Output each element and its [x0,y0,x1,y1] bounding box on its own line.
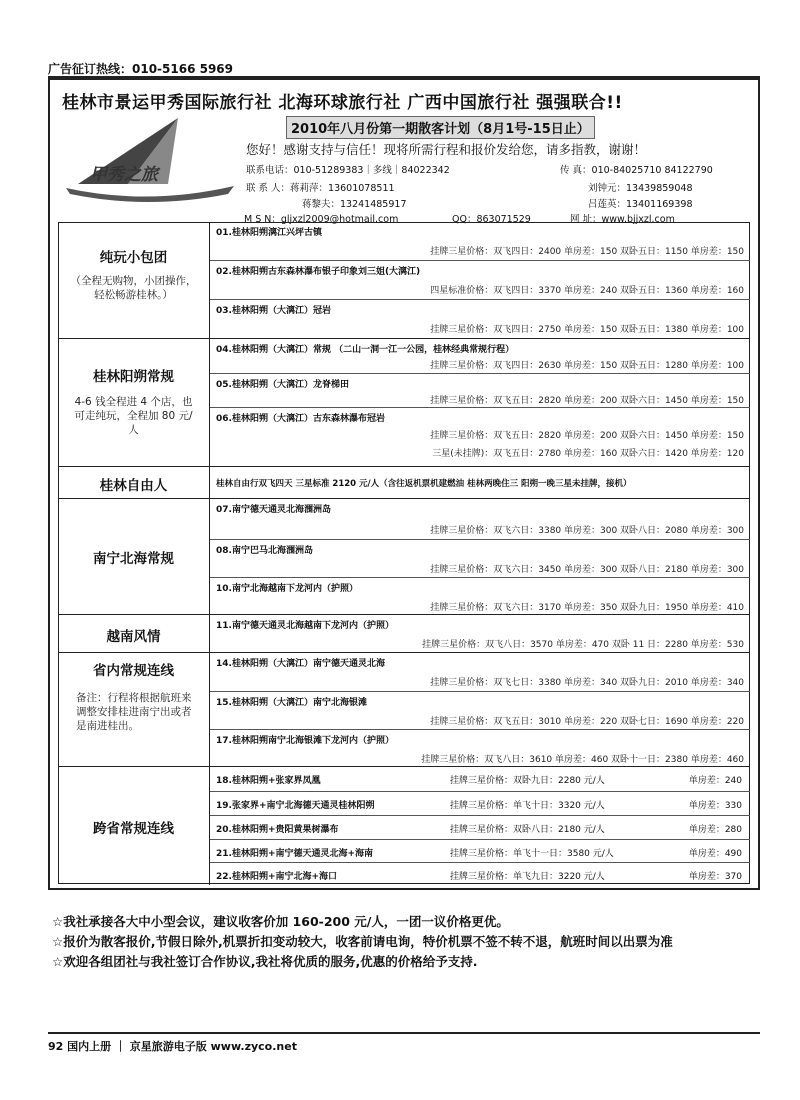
group-cross-province [58,766,750,884]
category-note: 4-6 钱全程进 4 个店，也可走纯玩，全程加 80 元/人 [74,396,193,436]
category-cell [58,222,210,338]
route-row [210,407,750,467]
contact-msn: M S N：gljxzl2009@hotmail.com [244,214,399,225]
category-name: 南宁北海常规 [93,551,174,567]
route-single-supplement: 单房差：490 [688,849,742,859]
route-price: 挂牌三星价格：单飞十一日：3580 元/人 [450,849,614,859]
route-row [210,299,750,338]
route-price: 挂牌三星价格：双飞四日：2400 单房差：150 双卧五日：1150 单房差：150 [430,247,744,257]
route-row [210,729,750,767]
category-name: 省内常规连线 [93,663,174,679]
footer-rule [48,1032,760,1034]
route-title: 05.桂林阳朔（大漓江）龙脊梯田 [216,380,349,390]
route-title: 17.桂林阳朔南宁北海银滩下龙河内（护照） [216,736,394,746]
route-price: 挂牌三星价格：双飞七日：3380 单房差：340 双卧九日：2010 单房差：340 [430,678,744,688]
route-row [210,615,750,653]
group-free-travel [58,466,750,498]
route-row [210,373,750,407]
route-price: 挂牌三星价格：双飞四日：2750 单房差：150 双卧五日：1380 单房差：100 [430,325,744,335]
logo-text: 甲秀之旅 [90,165,158,185]
group-pure-tour [58,222,750,338]
route-row [210,339,750,373]
page-title: 桂林市景运甲秀国际旅行社 北海环球旅行社 广西中国旅行社 强强联合!! [62,93,623,113]
route-single-supplement: 单房差：280 [688,825,742,835]
route-single-supplement: 单房差：370 [688,872,742,882]
route-price: 挂牌三星价格：双卧九日：2280 元/人 [450,776,605,786]
route-single-supplement: 单房差：330 [688,801,742,811]
group-vietnam [58,614,750,652]
route-price: 挂牌三星价格：双飞五日：3010 单房差：220 双卧七日：1690 单房差：220 [430,717,744,727]
sail-logo [58,114,238,204]
contact-website[interactable]: 网 址：www.bjjxzl.com [570,214,675,225]
ad-hotline: 广告征订热线：010-5166 5969 [48,62,234,76]
note-item: ☆我社承接各大中小型会议，建议收客价加 160-200 元/人，一团一议价格更优。 [52,914,509,929]
category-note: 备注：行程将根据航班来调整安排桂进南宁出或者是南进桂出。 [76,692,192,732]
route-row [210,815,750,839]
route-price: 挂牌三星价格：双飞八日：3570 单房差：470 双卧 11 日：2280 单房差：530 [422,640,744,650]
contact-person-3: 蒋黎夫：13241485917 [302,199,407,210]
route-price: 挂牌三星价格：单飞十日：3320 元/人 [450,801,605,811]
greeting-text: 您好！感谢支持与信任！现将所需行程和报价发给您，请多指教，谢谢！ [246,142,647,157]
page-footer: 92 国内上册 ｜ 京星旅游电子版 www.zyco.net [48,1040,297,1053]
route-price: 挂牌三星价格：双飞八日：3610 单房差：460 双卧十一日：2380 单房差：460 [421,755,744,765]
route-row [210,839,750,862]
route-row [210,862,750,885]
group-provincial [58,652,750,766]
route-row [210,260,750,299]
route-row [210,791,750,815]
route-row [210,767,750,791]
route-title: 01.桂林阳朔漓江兴坪古镇 [216,228,322,238]
route-price: 四星标准价格：双飞四日：3370 单房差：240 双卧五日：1360 单房差：160 [430,286,744,296]
route-price: 挂牌三星价格：双飞四日：2630 单房差：150 双卧五日：1280 单房差：100 [430,361,744,371]
category-name: 跨省常规连线 [93,821,174,837]
notes-section [52,912,764,972]
category-name: 桂林自由人 [99,478,168,494]
route-row [210,499,750,539]
category-name: 桂林阳朔常规 [93,369,174,385]
plan-subtitle: 2010年八月份第一期散客计划（8月1号-15日止） [286,116,595,139]
category-cell [58,653,210,767]
category-cell [58,467,210,499]
group-nanning-beihai [58,498,750,614]
contact-person-4: 吕莲英：13401169398 [588,199,693,210]
category-name: 越南风情 [106,629,161,645]
route-price: 挂牌三星价格：双飞五日：2820 单房差：200 双卧六日：1450 单房差：150 [430,431,744,441]
route-row [210,577,750,615]
route-title: 10.南宁北海越南下龙河内（护照） [216,584,358,594]
contact-fax: 传 真：010-84025710 84122790 [560,165,713,176]
route-title: 08.南宁巴马北海涠洲岛 [216,546,313,556]
category-name: 纯玩小包团 [99,250,168,266]
route-title: 20.桂林阳朔+贵阳黄果树瀑布 [216,825,339,835]
route-price: 挂牌三星价格：双飞六日：3170 单房差：350 双卧九日：1950 单房差：410 [430,603,744,613]
route-row [210,222,750,260]
contact-tel: 联系电话：010-51289383｜多线｜84022342 [246,165,450,176]
route-row [210,691,750,729]
route-row [210,467,750,499]
note-item: ☆欢迎各组团社与我社签订合作协议,我社将优质的服务,优惠的价格给予支持. [52,954,478,969]
route-title: 桂林自由行双飞四天 三星标准 2120 元/人（含往返机票机建燃油 桂林两晚住三 阳朔一晚三星未挂牌，接机） [216,479,632,489]
route-title: 19.张家界+南宁北海德天通灵桂林阳朔 [216,801,375,811]
route-single-supplement: 单房差：240 [688,776,742,786]
category-cell [58,615,210,653]
contact-person-2: 刘钟元：13439859048 [588,183,693,194]
category-note: （全程无购物，小团操作，轻松畅游桂林。） [70,275,197,301]
group-guilin-yangshuo [58,338,750,466]
route-price: 挂牌三星价格：双飞六日：3450 单房差：300 双卧八日：2180 单房差：300 [430,565,744,575]
route-title: 06.桂林阳朔（大漓江）古东森林瀑布冠岩 [216,414,385,424]
route-title: 18.桂林阳朔+张家界凤凰 [216,776,321,786]
contact-person-1: 联 系 人：蒋莉萍：13601078511 [246,183,395,194]
route-title: 11.南宁德天通灵北海越南下龙河内（护照） [216,621,394,631]
route-title: 02.桂林阳朔古东森林瀑布银子印象刘三姐(大漓江) [216,267,421,277]
route-title: 21.桂林阳朔+南宁德天通灵北海+海南 [216,849,374,859]
route-title: 07.南宁德天通灵北海涠洲岛 [216,505,331,515]
route-price: 挂牌三星价格：双飞六日：3380 单房差：300 双卧八日：2080 单房差：300 [430,526,744,536]
category-cell [58,339,210,467]
route-title: 15.桂林阳朔（大漓江）南宁北海银滩 [216,698,367,708]
route-title: 14.桂林阳朔（大漓江）南宁德天通灵北海 [216,659,385,669]
route-row [210,653,750,691]
route-row [210,539,750,577]
category-cell [58,499,210,615]
contact-qq: QQ：863071529 [452,214,531,225]
route-title: 04.桂林阳朔（大漓江）常规 （二山一洞一江一公园，桂林经典常规行程） [216,345,515,355]
category-cell [58,767,210,885]
note-item: ☆报价为散客报价,节假日除外,机票折扣变动较大，收客前请电询，特价机票不签不转不退，航班时间以出票为准 [52,934,673,949]
route-price-alt: 三星(未挂牌)：双飞五日：2780 单房差：160 双卧六日：1420 单房差：120 [432,449,744,459]
route-price: 挂牌三星价格：双飞五日：2820 单房差：200 双卧六日：1450 单房差：150 [430,396,744,406]
route-title: 22.桂林阳朔+南宁北海+海口 [216,872,338,882]
route-price: 挂牌三星价格：双卧八日：2180 元/人 [450,825,605,835]
route-title: 03.桂林阳朔（大漓江）冠岩 [216,306,331,316]
route-price: 挂牌三星价格：单飞九日：3220 元/人 [450,872,605,882]
